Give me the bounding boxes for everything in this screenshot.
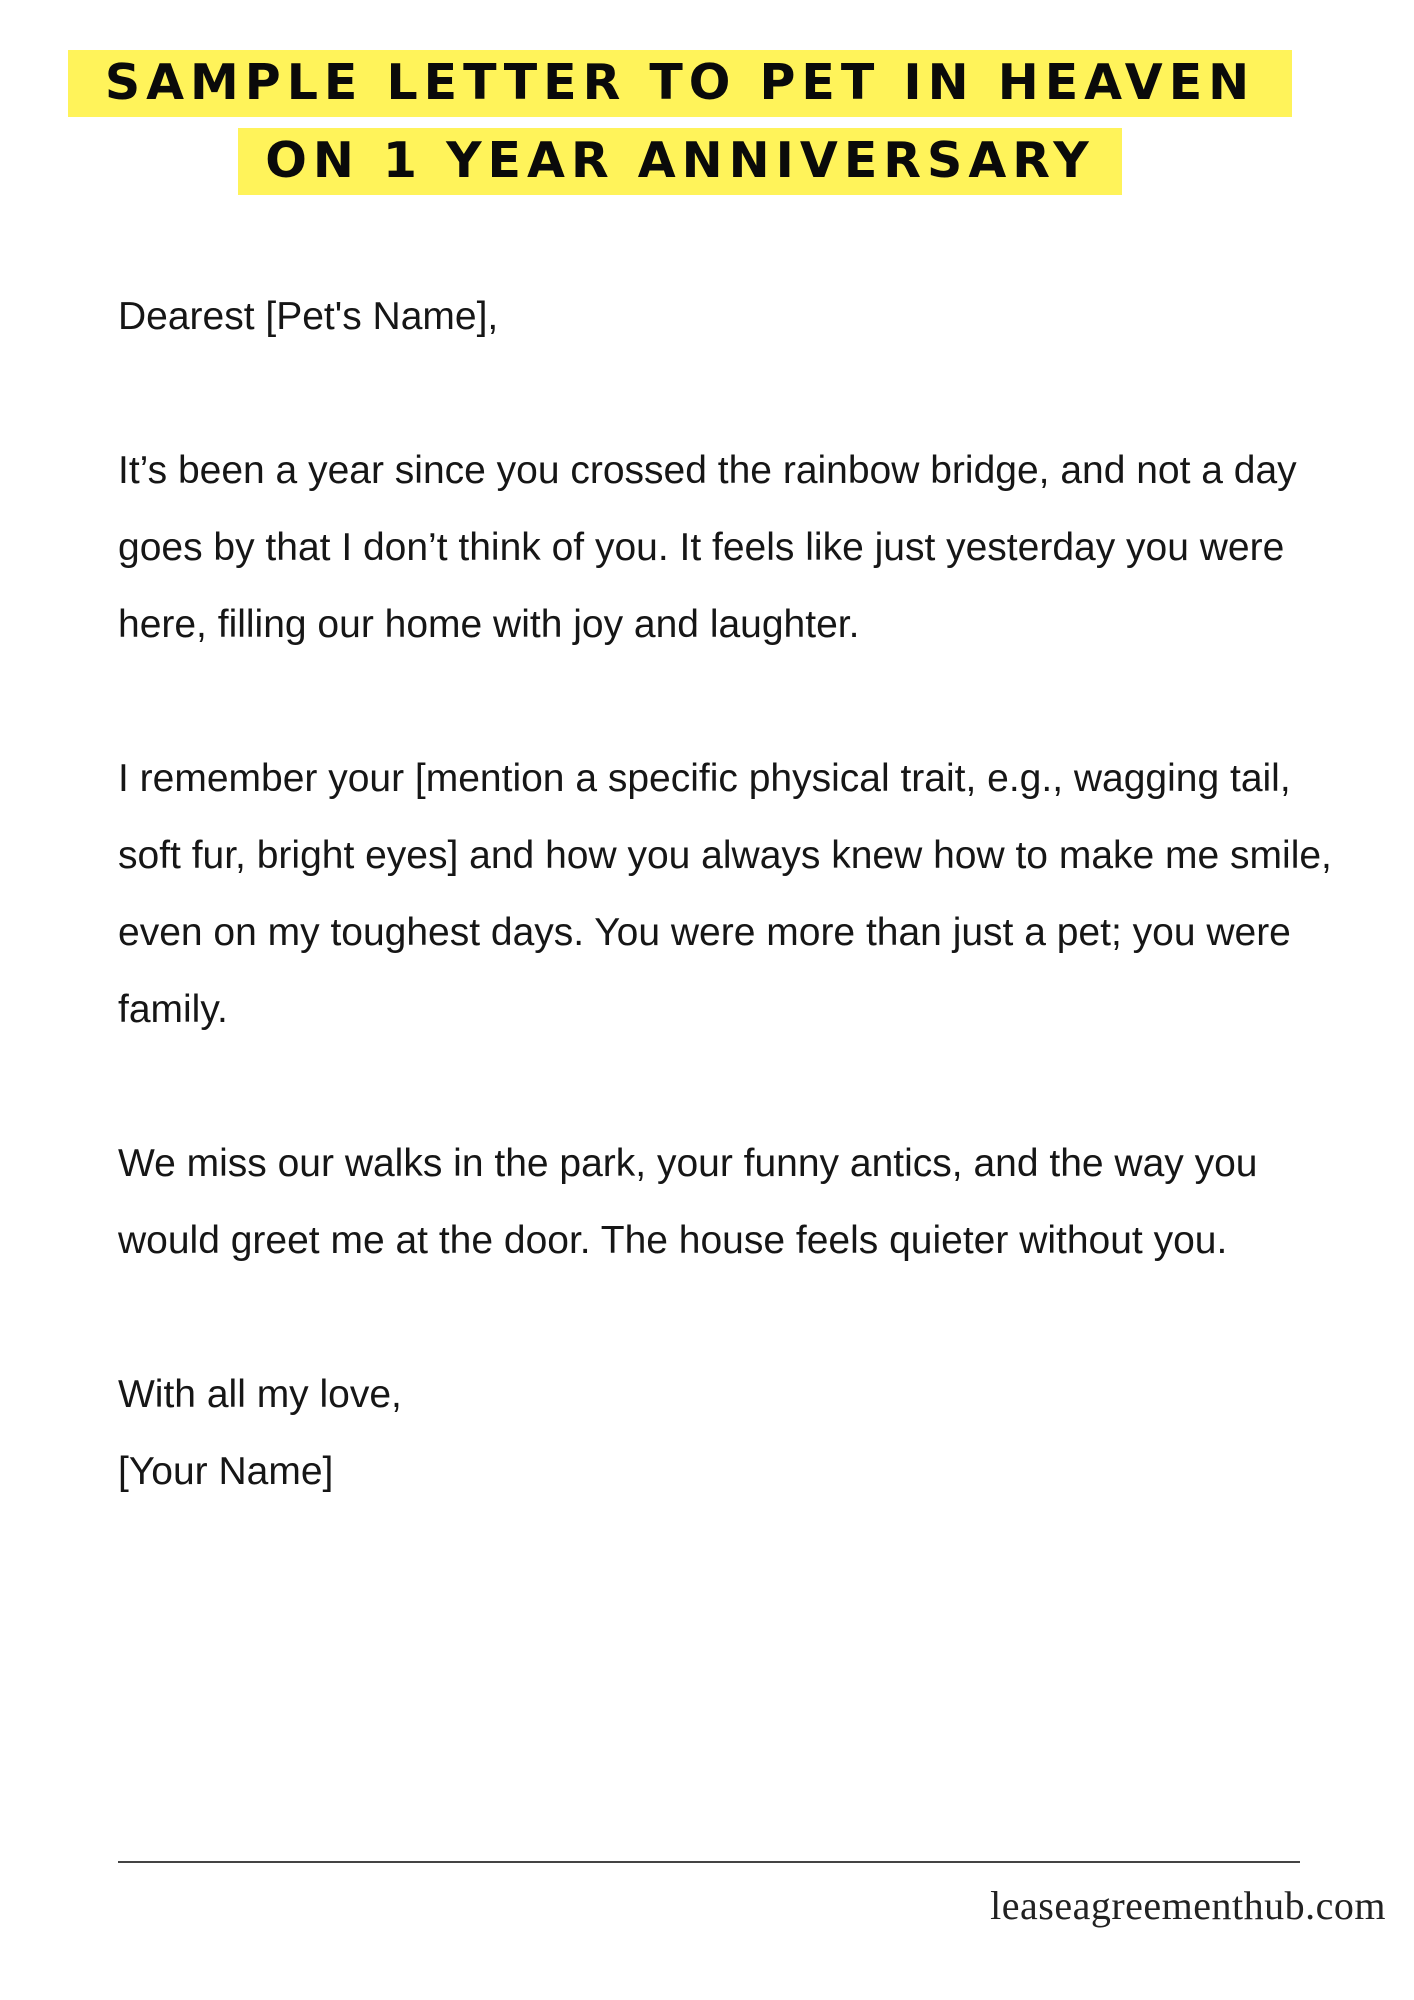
paragraph-gap	[118, 1279, 1338, 1356]
footer-divider	[118, 1861, 1300, 1863]
signature: [Your Name]	[118, 1450, 334, 1493]
paragraph-1: It’s been a year since you crossed the rainbow bridge, and not a day goes by that I don’t think of you. It feels like just yesterday you were here, filling our home with joy and laughter.	[118, 449, 1297, 646]
salutation: Dearest [Pet's Name],	[118, 295, 499, 338]
title-line-1: SAMPLE LETTER TO PET IN HEAVEN	[68, 50, 1292, 117]
title-line-2: ON 1 YEAR ANNIVERSARY	[238, 128, 1122, 195]
paragraph-2: I remember your [mention a specific physical trait, e.g., wagging tail, soft fur, bright eyes] and how you always knew how to make me smile, even on my toughest days. You were more than just a pet; you were family.	[118, 757, 1332, 1031]
letter-body	[118, 278, 1338, 1510]
paragraph-gap	[118, 1048, 1338, 1125]
closing: With all my love,	[118, 1373, 402, 1416]
footer-site-name: leaseagreementhub.com	[990, 1883, 1386, 1928]
paragraph-3: We miss our walks in the park, your funny antics, and the way you would greet me at the door. The house feels quieter without you.	[118, 1142, 1258, 1262]
paragraph-gap	[118, 355, 1338, 432]
paragraph-gap	[118, 663, 1338, 740]
